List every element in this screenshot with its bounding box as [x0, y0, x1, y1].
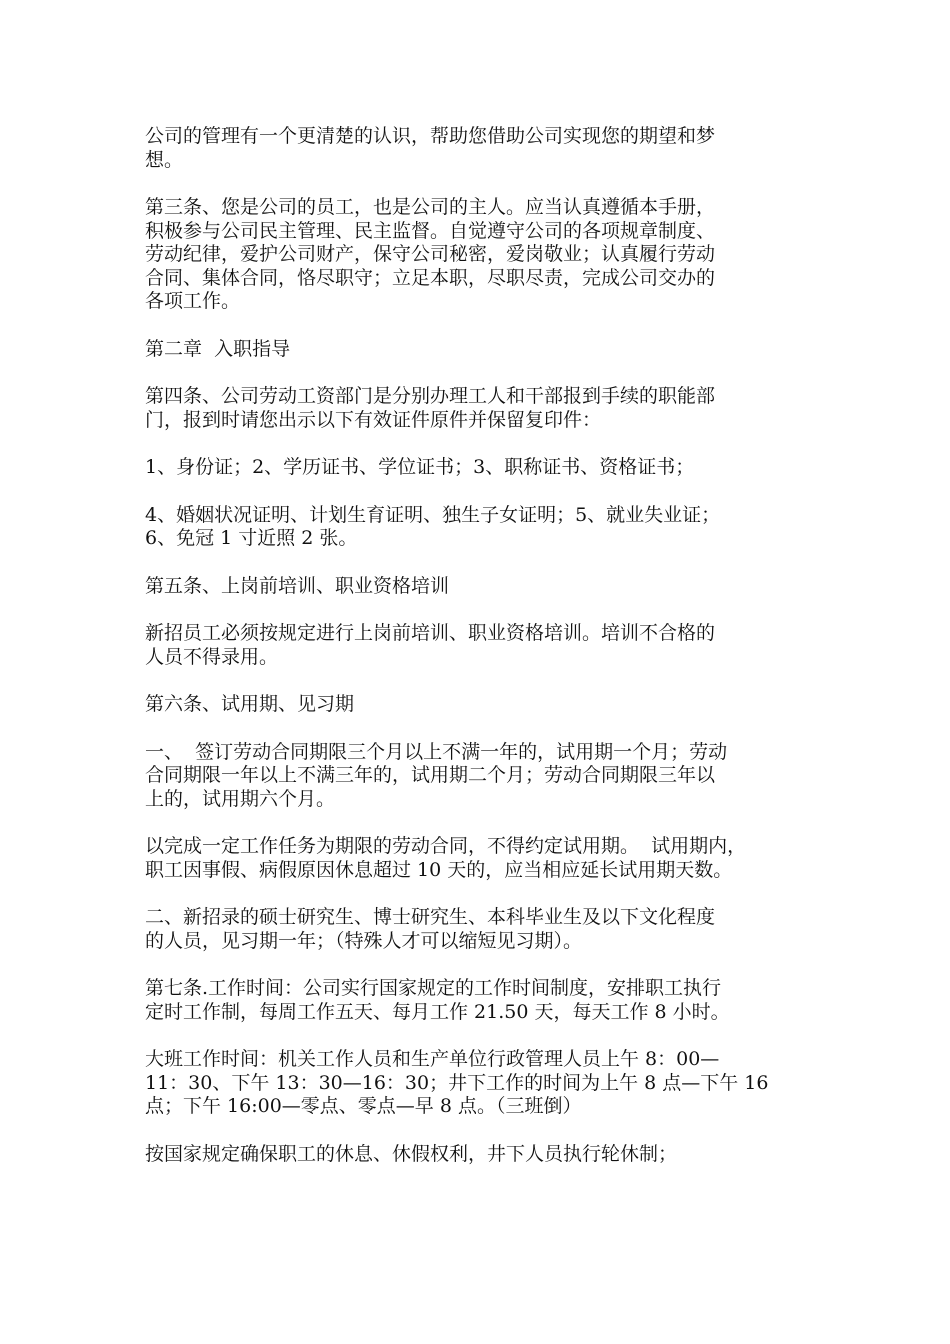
text-line: 6、免冠 1 寸近照 2 张。: [145, 527, 358, 549]
text-line: 一、 签订劳动合同期限三个月以上不满一年的，试用期一个月；劳动: [145, 740, 728, 763]
paragraph-rest-rights: [145, 1143, 810, 1167]
paragraph-probation-extension: [145, 835, 810, 882]
text-line: 第六条、试用期、见习期: [145, 693, 355, 715]
text-line: 想。: [145, 148, 184, 171]
paragraph-management-continuation: [145, 125, 810, 172]
text-line: 第三条、您是公司的员工，也是公司的主人。应当认真遵循本手册，: [145, 196, 716, 218]
text-line: 合同期限一年以上不满三年的，试用期二个月；劳动合同期限三年以: [145, 764, 716, 786]
chapter-2-heading: [145, 338, 810, 362]
paragraph-article-7: [145, 977, 810, 1024]
text-line: 定时工作制，每周工作五天、每月工作 21.50 天，每天工作 8 小时。: [145, 1000, 730, 1023]
paragraph-article-3: [145, 196, 810, 314]
paragraph-article-4: [145, 385, 810, 432]
article-5-heading: [145, 575, 810, 599]
text-line: 门，报到时请您出示以下有效证件原件并保留复印件：: [145, 408, 602, 431]
article-6-heading: [145, 693, 810, 717]
text-line: 大班工作时间：机关工作人员和生产单位行政管理人员上午 8：00—: [145, 1048, 720, 1070]
text-line: 第五条、上岗前培训、职业资格培训: [145, 574, 450, 597]
text-line: 各项工作。: [145, 290, 241, 312]
paragraph-documents-list-2: [145, 504, 810, 551]
text-line: 公司的管理有一个更清楚的认识，帮助您借助公司实现您的期望和梦: [145, 125, 716, 147]
text-line: 劳动纪律，爱护公司财产，保守公司秘密，爱岗敬业；认真履行劳动: [145, 243, 716, 265]
document-page: [145, 125, 810, 1190]
text-line: 新招员工必须按规定进行上岗前培训、职业资格培训。培训不合格的: [145, 622, 716, 644]
paragraph-work-hours: [145, 1048, 810, 1119]
text-line: 人员不得录用。: [145, 645, 279, 668]
text-line: 积极参与公司民主管理、民主监督。自觉遵守公司的各项规章制度、: [145, 219, 716, 242]
text-line: 第二章 入职指导: [145, 337, 291, 360]
text-line: 以完成一定工作任务为期限的劳动合同，不得约定试用期。 试用期内，: [145, 835, 747, 857]
text-line: 二、新招录的硕士研究生、博士研究生、本科毕业生及以下文化程度: [145, 906, 716, 928]
text-line: 第七条.工作时间：公司实行国家规定的工作时间制度，安排职工执行: [145, 977, 722, 999]
text-line: 合同、集体合同，恪尽职守；立足本职，尽职尽责，完成公司交办的: [145, 266, 716, 289]
text-line: 点；下午 16:00—零点、零点—早 8 点。（三班倒）: [145, 1095, 582, 1117]
text-line: 按国家规定确保职工的休息、休假权利，井下人员执行轮休制；: [145, 1142, 678, 1165]
paragraph-documents-list-1: [145, 456, 810, 480]
text-line: 4、婚姻状况证明、计划生育证明、独生子女证明；5、就业失业证；: [145, 503, 721, 526]
text-line: 职工因事假、病假原因休息超过 10 天的，应当相应延长试用期天数。: [145, 858, 733, 881]
text-line: 1、身份证；2、学历证书、学位证书；3、职称证书、资格证书；: [145, 456, 695, 478]
paragraph-probation-terms: [145, 741, 810, 812]
text-line: 上的，试用期六个月。: [145, 787, 336, 810]
paragraph-internship: [145, 906, 810, 953]
text-line: 第四条、公司劳动工资部门是分别办理工人和干部报到手续的职能部: [145, 385, 716, 407]
paragraph-training: [145, 622, 810, 669]
text-line: 的人员，见习期一年；（特殊人才可以缩短见习期）。: [145, 929, 583, 952]
text-line: 11：30、下午 13：30—16：30；井下工作的时间为上午 8 点—下午 16: [145, 1071, 769, 1094]
